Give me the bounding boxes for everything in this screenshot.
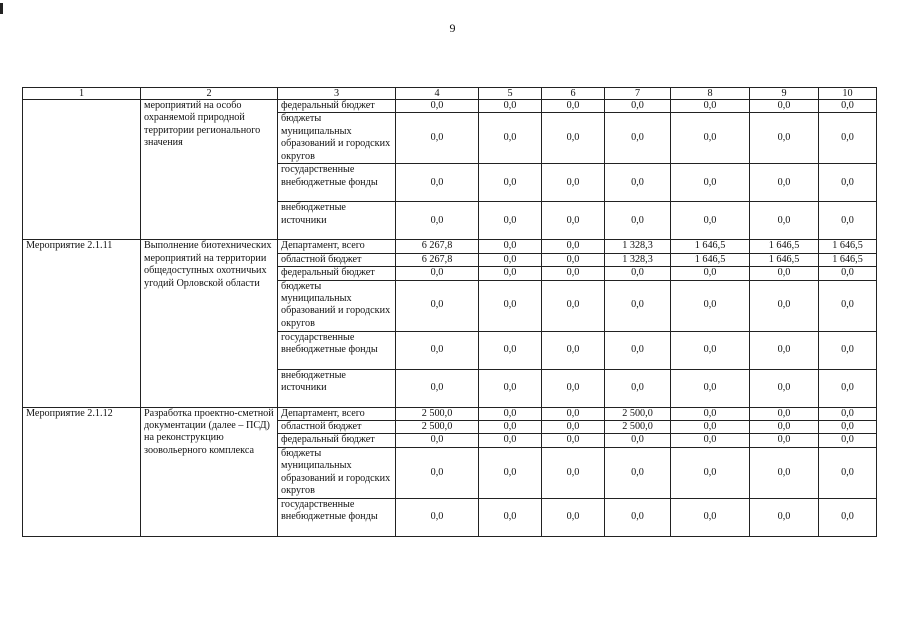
amount-cell: 1 646,5	[819, 240, 877, 253]
amount-cell: 0,0	[605, 369, 671, 407]
amount-cell: 0,0	[479, 421, 542, 434]
amount-cell: 0,0	[542, 253, 605, 266]
amount-cell: 0,0	[819, 447, 877, 498]
amount-cell: 0,0	[819, 164, 877, 202]
funding-source-cell: государственные внебюджетные фонды	[278, 331, 396, 369]
amount-cell: 0,0	[750, 407, 819, 420]
page-number: 9	[449, 21, 456, 35]
amount-cell: 0,0	[396, 280, 479, 331]
amount-cell: 0,0	[750, 267, 819, 280]
amount-cell: 0,0	[479, 202, 542, 240]
amount-cell: 0,0	[819, 331, 877, 369]
amount-cell: 0,0	[542, 369, 605, 407]
table-body	[23, 100, 877, 537]
measure-title-cell: мероприятий на особо охраняемой природной территории регионального значения	[141, 100, 278, 240]
amount-cell: 0,0	[396, 267, 479, 280]
amount-cell: 0,0	[605, 280, 671, 331]
amount-cell: 0,0	[750, 421, 819, 434]
funding-source-cell: федеральный бюджет	[278, 100, 396, 113]
page-edge-mark	[0, 3, 3, 14]
amount-cell: 0,0	[542, 498, 605, 536]
column-number: 6	[542, 88, 605, 100]
funding-source-cell: федеральный бюджет	[278, 434, 396, 447]
amount-cell: 0,0	[542, 267, 605, 280]
amount-cell: 0,0	[479, 407, 542, 420]
funding-source-cell: бюджеты муниципальных образований и городских округов	[278, 113, 396, 164]
amount-cell: 0,0	[396, 447, 479, 498]
amount-cell: 2 500,0	[396, 421, 479, 434]
amount-cell: 0,0	[479, 240, 542, 253]
amount-cell: 0,0	[819, 202, 877, 240]
funding-source-cell: внебюджетные источники	[278, 202, 396, 240]
amount-cell: 0,0	[479, 100, 542, 113]
amount-cell: 0,0	[542, 100, 605, 113]
amount-cell: 6 267,8	[396, 240, 479, 253]
amount-cell: 1 646,5	[819, 253, 877, 266]
amount-cell: 0,0	[605, 434, 671, 447]
amount-cell: 1 328,3	[605, 240, 671, 253]
measure-title-cell: Разработка проектно-сметной документации (далее – ПСД) на реконструкцию зоовольерного комплекса	[141, 407, 278, 536]
amount-cell: 0,0	[605, 267, 671, 280]
amount-cell: 0,0	[750, 369, 819, 407]
funding-source-cell: внебюджетные источники	[278, 369, 396, 407]
column-number: 9	[750, 88, 819, 100]
measure-id-cell: Мероприятие 2.1.12	[23, 407, 141, 536]
measure-id-cell: Мероприятие 2.1.11	[23, 240, 141, 407]
funding-source-cell: бюджеты муниципальных образований и городских округов	[278, 447, 396, 498]
amount-cell: 0,0	[750, 280, 819, 331]
table-row	[23, 100, 877, 113]
amount-cell: 0,0	[750, 447, 819, 498]
amount-cell: 0,0	[750, 164, 819, 202]
amount-cell: 0,0	[479, 267, 542, 280]
column-number: 2	[141, 88, 278, 100]
amount-cell: 0,0	[479, 253, 542, 266]
amount-cell: 0,0	[542, 280, 605, 331]
amount-cell: 0,0	[605, 202, 671, 240]
amount-cell: 0,0	[542, 202, 605, 240]
amount-cell: 1 646,5	[671, 253, 750, 266]
amount-cell: 0,0	[819, 407, 877, 420]
amount-cell: 0,0	[819, 421, 877, 434]
amount-cell: 0,0	[479, 434, 542, 447]
amount-cell: 0,0	[396, 498, 479, 536]
funding-source-cell: Департамент, всего	[278, 240, 396, 253]
amount-cell: 0,0	[396, 202, 479, 240]
amount-cell: 0,0	[542, 240, 605, 253]
amount-cell: 0,0	[750, 100, 819, 113]
amount-cell: 0,0	[542, 164, 605, 202]
amount-cell: 0,0	[479, 447, 542, 498]
amount-cell: 0,0	[671, 447, 750, 498]
amount-cell: 2 500,0	[605, 421, 671, 434]
amount-cell: 0,0	[479, 164, 542, 202]
amount-cell: 1 646,5	[750, 240, 819, 253]
amount-cell: 0,0	[819, 280, 877, 331]
amount-cell: 0,0	[671, 164, 750, 202]
column-number: 1	[23, 88, 141, 100]
amount-cell: 2 500,0	[605, 407, 671, 420]
amount-cell: 0,0	[819, 267, 877, 280]
amount-cell: 0,0	[750, 202, 819, 240]
column-number-row	[23, 88, 877, 100]
amount-cell: 0,0	[819, 113, 877, 164]
column-number: 7	[605, 88, 671, 100]
measure-id-cell	[23, 100, 141, 240]
amount-cell: 0,0	[750, 113, 819, 164]
funding-source-cell: областной бюджет	[278, 253, 396, 266]
amount-cell: 0,0	[396, 369, 479, 407]
funding-source-cell: государственные внебюджетные фонды	[278, 164, 396, 202]
amount-cell: 0,0	[750, 498, 819, 536]
amount-cell: 0,0	[396, 331, 479, 369]
funding-source-cell: федеральный бюджет	[278, 267, 396, 280]
table-row	[23, 240, 877, 253]
amount-cell: 0,0	[479, 369, 542, 407]
amount-cell: 0,0	[819, 369, 877, 407]
amount-cell: 0,0	[671, 280, 750, 331]
amount-cell: 0,0	[479, 331, 542, 369]
amount-cell: 0,0	[671, 113, 750, 164]
amount-cell: 6 267,8	[396, 253, 479, 266]
amount-cell: 0,0	[671, 267, 750, 280]
amount-cell: 0,0	[605, 331, 671, 369]
amount-cell: 0,0	[605, 100, 671, 113]
amount-cell: 0,0	[671, 202, 750, 240]
amount-cell: 0,0	[542, 434, 605, 447]
amount-cell: 0,0	[396, 434, 479, 447]
amount-cell: 0,0	[605, 498, 671, 536]
funding-source-cell: областной бюджет	[278, 421, 396, 434]
amount-cell: 1 328,3	[605, 253, 671, 266]
amount-cell: 0,0	[396, 100, 479, 113]
amount-cell: 0,0	[542, 407, 605, 420]
amount-cell: 0,0	[671, 434, 750, 447]
amount-cell: 0,0	[605, 113, 671, 164]
amount-cell: 0,0	[671, 498, 750, 536]
funding-source-cell: государственные внебюджетные фонды	[278, 498, 396, 536]
amount-cell: 0,0	[542, 113, 605, 164]
column-number: 8	[671, 88, 750, 100]
column-number: 4	[396, 88, 479, 100]
amount-cell: 1 646,5	[750, 253, 819, 266]
amount-cell: 0,0	[479, 498, 542, 536]
measure-title-cell: Выполнение биотехнических мероприятий на территории общедоступных охотничьих угодий Орловской области	[141, 240, 278, 407]
amount-cell: 0,0	[819, 100, 877, 113]
amount-cell: 2 500,0	[396, 407, 479, 420]
amount-cell: 0,0	[542, 447, 605, 498]
table-row	[23, 407, 877, 420]
amount-cell: 0,0	[542, 331, 605, 369]
amount-cell: 0,0	[671, 421, 750, 434]
amount-cell: 0,0	[396, 164, 479, 202]
amount-cell: 0,0	[479, 280, 542, 331]
amount-cell: 0,0	[750, 331, 819, 369]
amount-cell: 0,0	[671, 331, 750, 369]
funding-source-cell: Департамент, всего	[278, 407, 396, 420]
amount-cell: 0,0	[750, 434, 819, 447]
amount-cell: 0,0	[605, 164, 671, 202]
amount-cell: 0,0	[671, 407, 750, 420]
amount-cell: 0,0	[542, 421, 605, 434]
amount-cell: 0,0	[479, 113, 542, 164]
column-number: 5	[479, 88, 542, 100]
amount-cell: 0,0	[396, 113, 479, 164]
column-number: 3	[278, 88, 396, 100]
amount-cell: 0,0	[671, 369, 750, 407]
funding-source-cell: бюджеты муниципальных образований и городских округов	[278, 280, 396, 331]
amount-cell: 0,0	[819, 434, 877, 447]
amount-cell: 0,0	[605, 447, 671, 498]
amount-cell: 1 646,5	[671, 240, 750, 253]
column-number: 10	[819, 88, 877, 100]
amount-cell: 0,0	[671, 100, 750, 113]
budget-table	[22, 87, 877, 537]
amount-cell: 0,0	[819, 498, 877, 536]
